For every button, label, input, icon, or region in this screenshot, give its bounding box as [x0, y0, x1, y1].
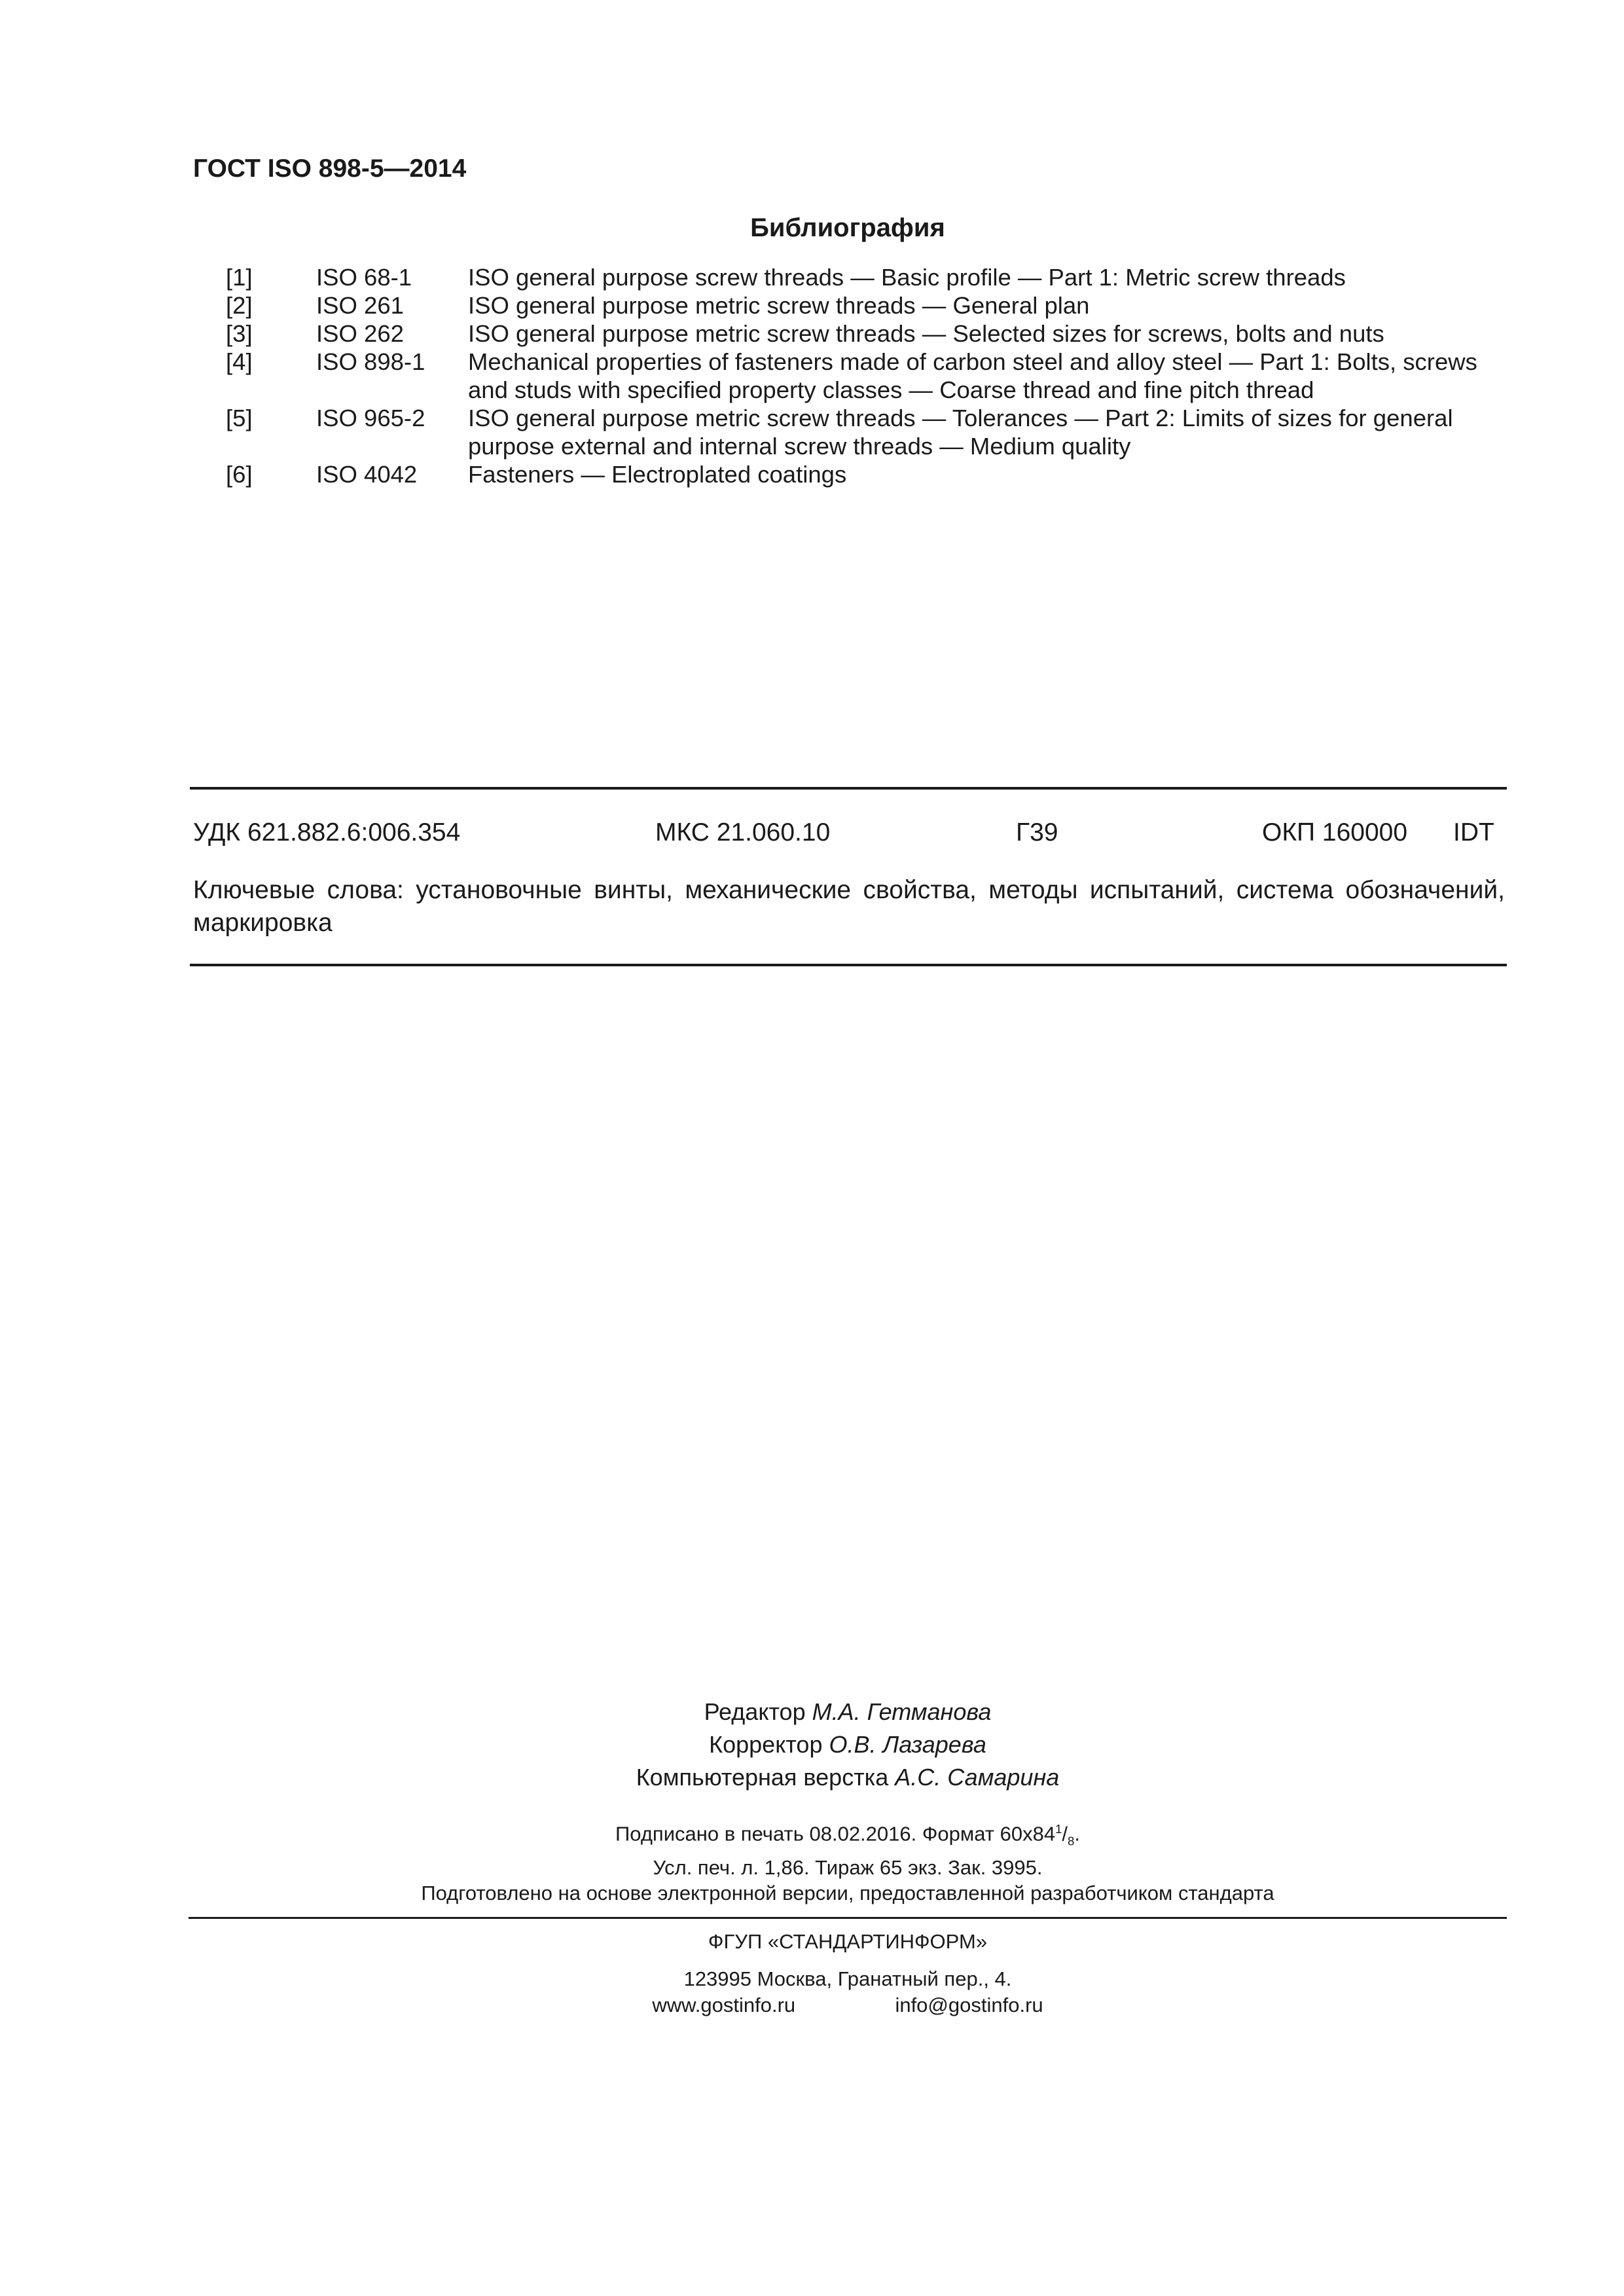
- udk-code: УДК 621.882.6:006.354: [193, 818, 461, 847]
- bibliography-text: ISO general purpose metric screw threads — Tolerances — Part 2: Limits of sizes for general purpose external and internal screw threads — Medium quality: [468, 405, 1453, 460]
- bibliography-code: ISO 261: [316, 292, 404, 319]
- idt-label: IDT: [1453, 818, 1494, 847]
- bibliography-number: [1]: [226, 264, 253, 291]
- publisher-website[interactable]: www.gostinfo.ru: [652, 1994, 796, 2016]
- corrector-label: Корректор: [709, 1731, 823, 1758]
- bibliography-number: [2]: [226, 292, 253, 319]
- document-code: ГОСТ ISO 898-5—2014: [193, 155, 467, 183]
- publisher-address: 123995 Москва, Гранатный пер., 4.: [683, 1967, 1012, 1990]
- bibliography-text: ISO general purpose screw threads — Basic profile — Part 1: Metric screw threads: [468, 264, 1346, 291]
- keywords: Ключевые слова: установочные винты, механические свойства, методы испытаний, система обозначений, маркировка: [193, 876, 1505, 937]
- bibliography-number: [6]: [226, 461, 253, 488]
- bibliography-item: [226, 291, 1515, 319]
- bibliography-title: Библиография: [750, 213, 945, 242]
- print-line-2: Усл. печ. л. 1,86. Тираж 65 экз. Зак. 3995.: [653, 1855, 1043, 1879]
- bibliography-item: [226, 263, 1515, 291]
- editor-label: Редактор: [704, 1698, 806, 1725]
- editor-name: М.А. Гетманова: [812, 1698, 992, 1725]
- prepared-note: Подготовлено на основе электронной версии, предоставленной разработчиком стандарта: [421, 1882, 1274, 1904]
- g-code: Г39: [1016, 818, 1058, 847]
- bibliography-item: [226, 460, 1515, 488]
- bibliography-code: ISO 965-2: [316, 405, 425, 431]
- divider-top: [190, 787, 1507, 790]
- publisher-email[interactable]: info@gostinfo.ru: [895, 1994, 1043, 2016]
- bibliography-text: Mechanical properties of fasteners made of carbon steel and alloy steel — Part 1: Bolts, screws and studs with specified property classes — Coarse thread and fine pitch thread: [468, 348, 1477, 403]
- bibliography-text: ISO general purpose metric screw threads — Selected sizes for screws, bolts and nuts: [468, 320, 1384, 347]
- bibliography-code: ISO 898-1: [316, 348, 425, 375]
- bibliography-text: ISO general purpose metric screw threads — General plan: [468, 292, 1090, 319]
- bibliography-code: ISO 262: [316, 320, 404, 347]
- bibliography-text: Fasteners — Electroplated coatings: [468, 461, 847, 488]
- format-sub: 8: [1068, 1834, 1075, 1848]
- bibliography-number: [5]: [226, 405, 253, 431]
- mks-code: МКС 21.060.10: [655, 818, 831, 847]
- staff-block: [0, 1696, 1624, 1794]
- divider-bottom: [190, 964, 1507, 966]
- corrector-name: О.В. Лазарева: [829, 1731, 986, 1758]
- layout-label: Компьютерная верстка: [636, 1764, 889, 1791]
- bibliography-item: [226, 404, 1515, 460]
- format-sup: 1: [1055, 1822, 1062, 1836]
- editor-line: [0, 1696, 1624, 1728]
- corrector-line: [0, 1728, 1624, 1761]
- layout-name: А.С. Самарина: [895, 1764, 1060, 1791]
- bibliography-item: [226, 319, 1515, 348]
- bibliography-list: [226, 263, 1515, 488]
- layout-line: [0, 1761, 1624, 1794]
- divider-publisher: [189, 1917, 1507, 1919]
- publisher-contacts: [0, 1994, 1624, 2017]
- bibliography-number: [3]: [226, 320, 253, 347]
- bibliography-code: ISO 68-1: [316, 264, 412, 291]
- bibliography-number: [4]: [226, 348, 253, 375]
- print-signed: Подписано в печать 08.02.2016. Формат 60x84: [615, 1822, 1056, 1846]
- bibliography-item: [226, 348, 1515, 404]
- print-info: [0, 1816, 1624, 1881]
- okp-code: ОКП 160000: [1262, 818, 1408, 847]
- bibliography-code: ISO 4042: [316, 461, 418, 488]
- print-signed-line: Подписано в печать 08.02.2016. Формат $60x84^1/_8$.: [615, 1822, 1080, 1848]
- publisher-name: ФГУП «СТАНДАРТИНФОРМ»: [708, 1930, 988, 1953]
